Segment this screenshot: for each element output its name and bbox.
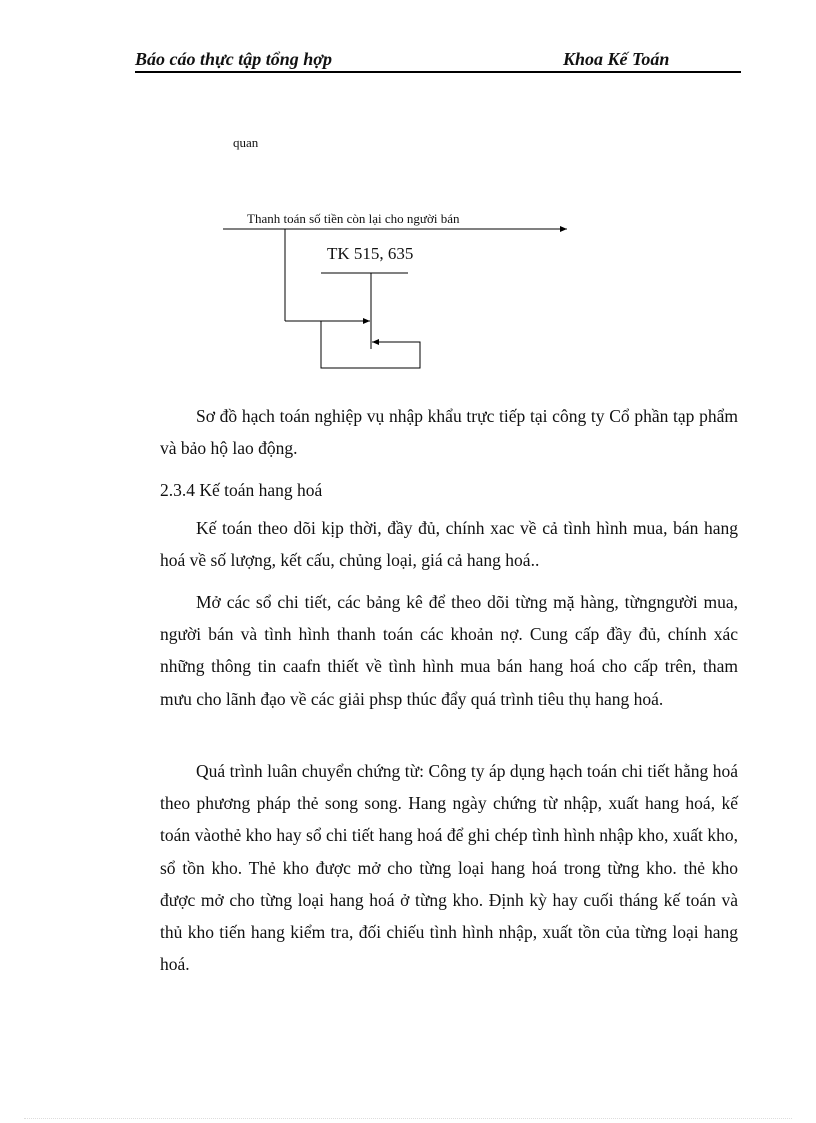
paragraph: Quá trình luân chuyển chứng từ: Công ty áp dụng hạch toán chi tiết hằng hoá theo phương pháp thẻ song song. Hang ngày chứng từ nhập, xuất hang hoá, kế toán vàothẻ kho hay sổ chi tiết hang hoá để ghi chép tình hình nhập kho, xuất kho, sổ tồn kho. Thẻ kho được mở cho từng loại hang hoá trong từng kho. thẻ kho được mở cho từng loại hang hoá ở từng kho. Định kỳ hay cuối tháng kế toán và thủ kho tiến hang kiểm tra, đối chiếu tình hình nhập, xuất tồn của từng loại hang hoá. [160,761,738,975]
account-label: TK 515, 635 [327,244,414,263]
section-heading: 2.3.4 Kế toán hang hoá [160,480,323,500]
diagram-top-text: quan [233,135,259,150]
accounting-flow-diagram [0,0,816,400]
page-bottom-divider [24,1118,792,1119]
paragraph: Mở các sổ chi tiết, các bảng kê để theo dõi từng mặ hàng, từngngười mua, người bán và tình hình thanh toán các khoản nợ. Cung cấp đầy đủ, chính xác những thông tin caafn thiết về tình hình mua bán hang hoá cho cấp trên, tham mưu cho lãnh đạo về các giải phsp thúc đẩy quá trình tiêu thụ hang hoá. [160,592,738,709]
diagram-caption: Sơ đồ hạch toán nghiệp vụ nhập khẩu trực tiếp tại công ty Cổ phần tạp phẩm và bảo hộ lao động. [160,406,738,459]
header-report-title: Báo cáo thực tập tổng hợp [135,49,332,69]
header-department: Khoa Kế Toán [563,49,670,69]
paragraph: Kế toán theo dõi kịp thời, đầy đủ, chính xac về cả tình hình mua, bán hang hoá về số lượng, kết cấu, chủng loại, giá cả hang hoá.. [160,518,738,571]
payment-arrow-label: Thanh toán số tiền còn lại cho người bán [247,211,460,226]
